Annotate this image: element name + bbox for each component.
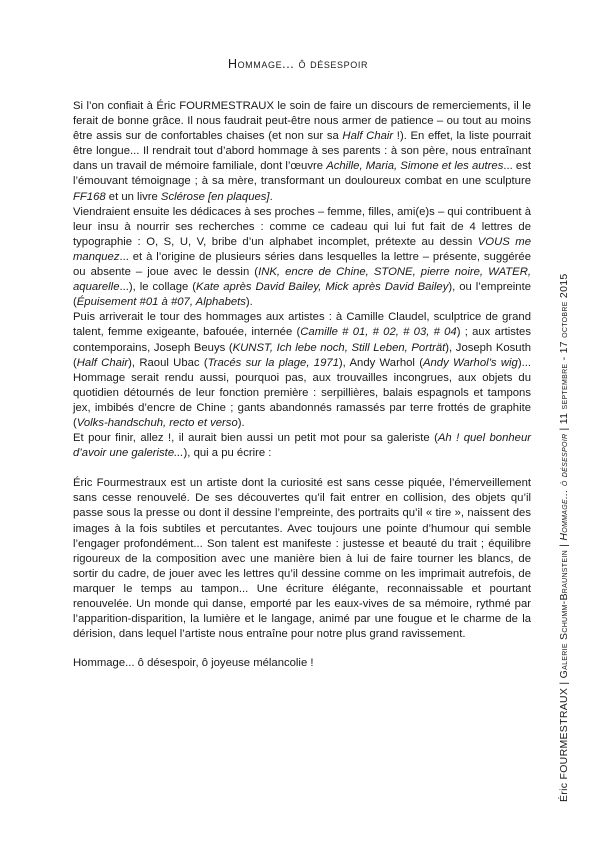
paragraph-dedications <box>73 205 531 311</box>
side-separator-1: | <box>558 678 570 688</box>
italic-title-run: VOUS me manquez <box>73 235 531 263</box>
text-run: ) ; aux artistes contemporains, Joseph Beuys ( <box>73 326 531 354</box>
text-run: ). <box>245 296 253 309</box>
side-gallery: Galerie Schumm-Braunstein <box>558 550 570 679</box>
text-run: ), qui a pu écrire : <box>183 447 272 460</box>
text-run: . <box>269 190 273 203</box>
text-run: Hommage... ô désespoir, ô joyeuse mélancolie ! <box>73 657 314 670</box>
side-work: Hommage... ô désespoir <box>558 433 570 541</box>
text-run: Puis arriverait le tour des hommages aux artistes : à Camille Claudel, sculptrice de grand talent, femme exigeante, bafouée, internée ( <box>73 311 531 339</box>
paragraph-closing <box>73 656 531 671</box>
text-run: et un livre <box>105 190 161 203</box>
text-run: ), ou l’empreinte ( <box>73 281 532 309</box>
italic-title-run: Camille # 01, # 02, # 03, # 04 <box>300 326 457 339</box>
text-run: ...), le collage ( <box>119 281 197 294</box>
text-run: ). <box>237 416 245 429</box>
side-dates: 11 septembre - 17 octobre 2015 <box>558 273 570 425</box>
text-run: ), Raoul Ubac ( <box>128 356 208 369</box>
text-run: Et pour finir, allez !, il aurait bien aussi un petit mot pour sa galeriste ( <box>73 432 438 445</box>
page-title: Hommage... ô désespoir <box>227 57 369 71</box>
side-running-header <box>556 147 574 802</box>
italic-title-run: KUNST, Ich lebe noch, Still Leben, Porträt <box>232 341 446 354</box>
text-run: !). En effet, la liste pourrait être longue... Il rendrait tout d’abord hommage à ses parents : à son père, nous entraînant dans un travail de mémoire familiale, dont l’œuvre <box>73 130 531 173</box>
paragraph-artists <box>73 310 531 431</box>
paragraph-gallerist <box>73 431 531 461</box>
text-run: Si l’on confiait à Éric FOURMESTRAUX le soin de faire un discours de remerciements, il le ferait de bonne grâce. Il nous faudrait peut-être nous armer de patience – ou tout au moins être assis sur de confortables chaises (et non sur sa <box>73 100 531 143</box>
article-body <box>73 99 531 671</box>
italic-title-run: Achille, Maria, Simone et les autres <box>326 160 504 173</box>
text-run: ... est l’émouvant témoignage ; à sa mère, transformant un douloureux combat en une sculpture <box>73 160 531 188</box>
italic-title-run: Tracés sur la plage, 1971 <box>207 356 339 369</box>
side-separator-2: | <box>558 540 570 551</box>
italic-title-run: Kate après David Bailey, Mick après David Bailey <box>196 281 449 294</box>
text-run: ), Andy Warhol ( <box>338 356 423 369</box>
italic-title-run: Sclérose [en plaques] <box>160 190 270 203</box>
text-run: Viendraient ensuite les dédicaces à ses proches – femme, filles, ami(e)s – qui contribuent à leur insu à nourrir ses recherches : comme ce cadeau qui lui fut fait de 4 lettres de typographie : O, S, U, V, bribe d’un alphabet incomplet, prétexte au dessin <box>73 205 531 248</box>
italic-title-run: Half Chair <box>342 130 394 143</box>
paragraph-parents <box>73 99 531 205</box>
italic-title-run: Andy Warhol’s wig <box>422 356 518 369</box>
italic-title-run: Volks-handschuh, recto et verso <box>76 416 238 429</box>
italic-title-run: Ah ! quel bonheur d’avoir une galeriste... <box>73 432 531 460</box>
text-run: ), Joseph Kosuth ( <box>73 341 531 369</box>
side-artist: Éric FOURMESTRAUX <box>558 687 570 802</box>
paragraph-quote <box>73 476 531 642</box>
italic-title-run: INK, encre de Chine, STONE, pierre noire, WATER, aquarelle <box>73 266 531 294</box>
italic-title-run: Half Chair <box>76 356 129 369</box>
text-run: )... Hommage serait rendu aussi, pourquoi pas, aux trouvailles incongrues, aux objets du quotidien détournés de leur fonction première : serpillières, balais espagnols et tampons jex, imbibés d’encre de Chine ; gants abandonnés ramassés par terre frottés de graphite ( <box>73 356 532 429</box>
text-run: Éric Fourmestraux est un artiste dont la curiosité est sans cesse piquée, l’émerveillement sans cesse renouvelé. De ses découvertes qu’il fait entrer en collision, des objets qu’il passe sous la presse ou dont il dessine l’empreinte, des portraits qu’il « tire », naissent des images à la fois subtiles et percutantes. Avec toujours une pointe d’humour qui semble l’engager profondément... Son talent est manifeste : justesse et beauté du trait ; équilibre rigoureux de la composition avec une manière bien à lui de faire tourner les blancs, de sortir du cadre, de jouer avec les lettres qu’il dessine comme on les imprimait autrefois, de marquer le temps au tampon... Une écriture élégante, reconnaissable et pourtant renouvelée. Un monde qui danse, emporté par les eaux-vives de sa mémoire, rythmé par l’apparition-disparition, la lumière et le langage, animé par une fougue et le charme de la dérision, dans lequel l’artiste nous entraîne pour notre plus grand ravissement. <box>73 477 531 641</box>
text-run: ... et à l’origine de plusieurs séries dans lesquelles la lettre – présente, suggérée ou absente – joue avec le dessin ( <box>73 250 531 279</box>
side-separator-3: | <box>558 424 570 434</box>
italic-title-run: Épuisement #01 à #07, Alphabets <box>76 296 246 309</box>
italic-title-run: FF168 <box>73 190 106 203</box>
